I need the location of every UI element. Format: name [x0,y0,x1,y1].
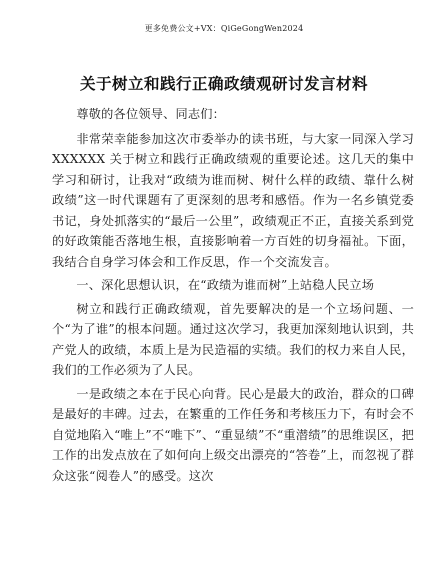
salutation: 尊敬的各位领导、同志们： [76,107,226,121]
section-heading: 一、深化思想认识，在“政绩为谁而树”上站稳人民立场 [76,278,375,292]
document-body [52,104,414,486]
paragraph-intro: 非常荣幸能参加这次市委举办的读书班，与大家一同深入学习 XXXXXX 关于树立和践行正确政绩观的重要论述。这几天的集中学习和研讨，让我对“政绩为谁而树、树什么样的政绩、靠什么树政绩”这一时代课题有了更深刻的思考和感悟。作为一名乡镇党委书记，身处抓落实的“最后一公里”，政绩观正不正，直接关系到党的好政策能否落地生根，直接影响着一方百姓的切身福祉。下面，我结合自身学习体会和工作反思，作一个交流发言。 [52,131,414,269]
paragraph-position: 树立和践行正确政绩观，首先要解决的是一个立场问题、一个“为了谁”的根本问题。通过这次学习，我更加深刻地认识到，共产党人的政绩，本质上是为民造福的实绩。我们的权力来自人民，我们的工作必须为了人民。 [52,301,414,377]
paragraph-first-point: 一是政绩之本在于民心向背。民心是最大的政治，群众的口碑是最好的丰碑。过去，在繁重的工作任务和考核压力下，有时会不自觉地陷入“唯上”不“唯下”、“重显绩”不“重潜绩”的思维误区，把工作的出发点放在了如何向上级交出漂亮的“答卷”上，而忽视了群众这张“阅卷人”的感受。这次 [52,386,414,483]
document-title: 关于树立和践行正确政绩观研讨发言材料 [79,74,368,93]
header-note: 更多免费公文+VX：QiGeGongWen2024 [144,24,304,33]
